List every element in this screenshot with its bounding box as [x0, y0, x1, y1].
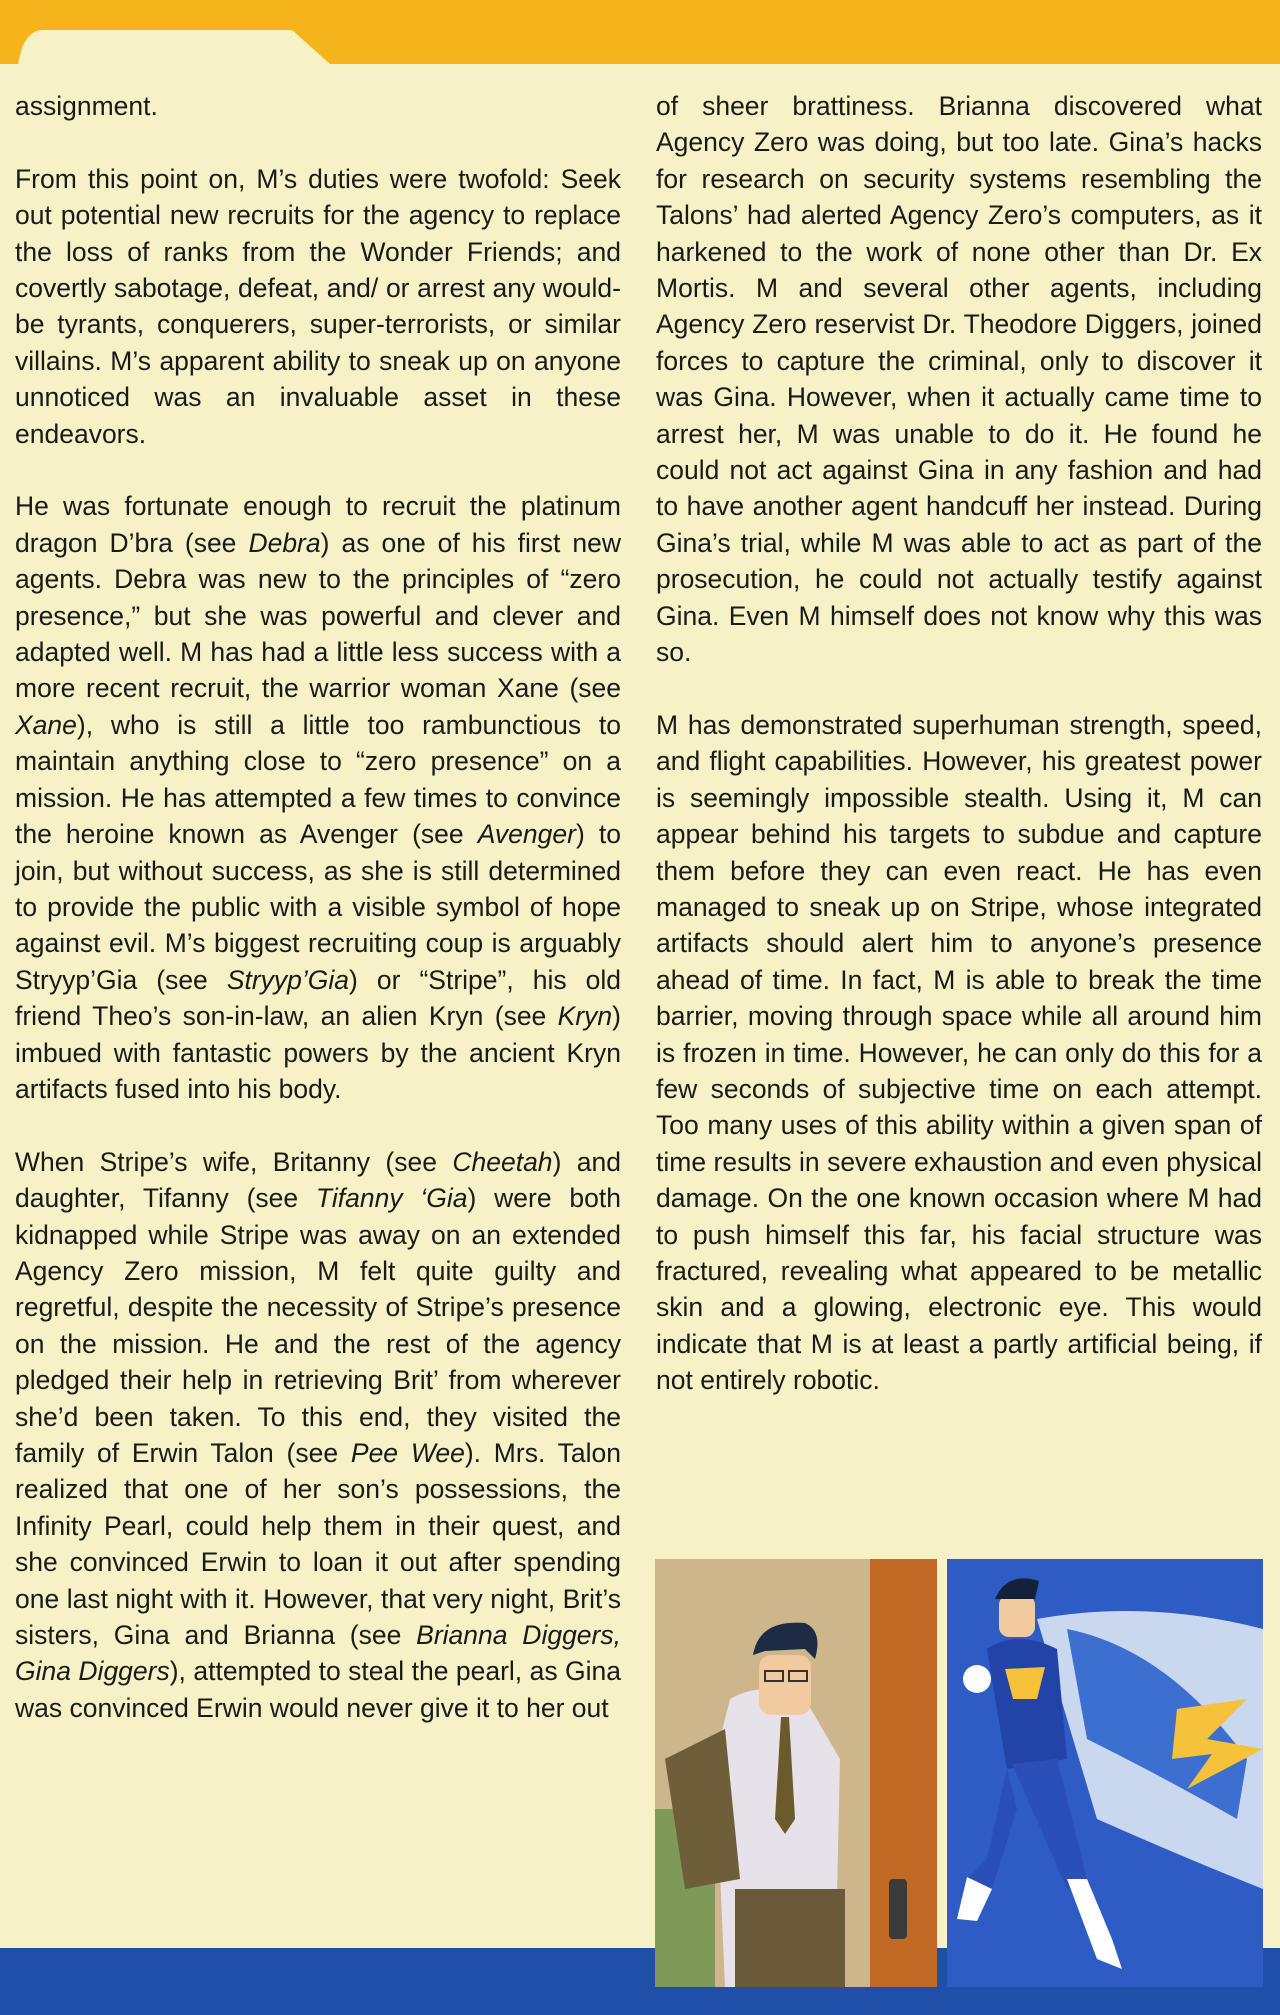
text-run: ) to join, but without success, as she is still determined to provide the public with a visible symbol of hope against evil. M’s biggest recruiting coup is arguably Stryyp’Gia (see	[15, 819, 621, 995]
text-run: ) were both kidnapped while Stripe was away on an extended Agency Zero mission, M felt quite guilty and regretful, despite the necessity of Stripe’s presence on the mission. He and the rest of the agency pledged their help in retrieving Brit’ from wherever she’d been taken. To this end, they visited the family of Erwin Talon (see	[15, 1183, 621, 1468]
paragraph: From this point on, M’s duties were twofold: Seek out potential new recruits for the agency to replace the loss of ranks from the Wonder Friends; and covertly sabotage, defeat, and/ or arrest any would-be tyrants, conquerers, super-terrorists, or similar villains. M’s apparent ability to sneak up on anyone unnoticed was an invaluable asset in these endeavors.	[15, 163, 621, 449]
text-run: ), who is still a little too rambunctious to maintain anything close to “zero presence” on a mission. He has attempted a few times to convince the heroine known as Avenger (see	[15, 709, 621, 850]
left-text-column	[15, 88, 621, 1726]
paragraph	[15, 1144, 621, 1727]
cross-reference: Tifanny ‘Gia	[315, 1183, 468, 1214]
text-run: ) and daughter, Tifanny (see	[15, 1146, 621, 1214]
superhero-character-illustration	[947, 1559, 1263, 1987]
cross-reference: Kryn	[557, 1001, 613, 1032]
cross-reference: Debra	[248, 527, 321, 558]
text-run: ) imbued with fantastic powers by the ancient Kryn artifacts fused into his body.	[15, 1001, 621, 1104]
paragraph: assignment.	[15, 91, 158, 121]
cross-reference: Brianna Diggers, Gina Diggers	[15, 1620, 621, 1687]
text-run: When Stripe’s wife, Britanny (see	[15, 1146, 453, 1177]
paragraph	[15, 488, 621, 1107]
text-run: He was fortunate enough to recruit the platinum dragon D’bra (see	[15, 491, 621, 558]
text-run: ) as one of his first new agents. Debra was new to the principles of “zero presence,” but she was powerful and clever and adapted well. M has had a little less success with a more recent recruit, the warrior woman Xane (see	[15, 527, 621, 704]
text-run: ) or “Stripe”, his old friend Theo’s son-in-law, an alien Kryn (see	[15, 964, 621, 1032]
text-run: ), attempted to steal the pearl, as Gina was convinced Erwin would never give it to her out	[15, 1656, 621, 1723]
text-run: ). Mrs. Talon realized that one of her son’s possessions, the Infinity Pearl, could help them in their quest, and she convinced Erwin to loan it out after spending one last night with it. However, that very night, Brit’s sisters, Gina and Brianna (see	[15, 1437, 621, 1651]
paragraph: M has demonstrated superhuman strength, speed, and flight capabilities. However, his greatest power is seemingly impossible stealth. Using it, M can appear behind his targets to subdue and capture them before they can even react. He has even managed to sneak up on Stripe, whose integrated artifacts should alert him to anyone’s presence ahead of time. In fact, M is able to break the time barrier, moving through space while all around him is frozen in time. However, he can only do this for a few seconds of subjective time on each attempt. Too many uses of this ability within a given span of time results in severe exhaustion and even physical damage. On the one known occasion where M had to push himself this far, his facial structure was fractured, revealing what appeared to be metallic skin and a glowing, electronic eye. This would indicate that M is at least a partly artificial being, if not entirely robotic.	[656, 709, 1262, 1396]
paragraph: of sheer brattiness. Brianna discovered what Agency Zero was doing, but too late. Gina’s hacks for research on security systems resembling the Talons’ had alerted Agency Zero’s computers, as it harkened to the work of none other than Dr. Ex Mortis. M and several other agents, including Agency Zero reservist Dr. Theodore Diggers, joined forces to capture the criminal, only to discover it was Gina. However, when it actually came time to arrest her, M was unable to do it. He found he could not act against Gina in any fashion and had to have another agent handcuff her instead. During Gina’s trial, while M was able to act as part of the prosecution, he could not actually testify against Gina. Even M himself does not know why this was so.	[656, 91, 1262, 668]
cross-reference: Cheetah	[452, 1146, 553, 1177]
cross-reference: Avenger	[477, 819, 576, 850]
cross-reference: Xane	[15, 709, 77, 740]
right-text-column	[656, 88, 1262, 1399]
civilian-character-illustration	[655, 1559, 937, 1987]
cross-reference: Stryyp’Gia	[226, 964, 350, 995]
illustrations	[655, 1559, 1263, 1987]
cross-reference: Pee Wee	[350, 1437, 465, 1468]
